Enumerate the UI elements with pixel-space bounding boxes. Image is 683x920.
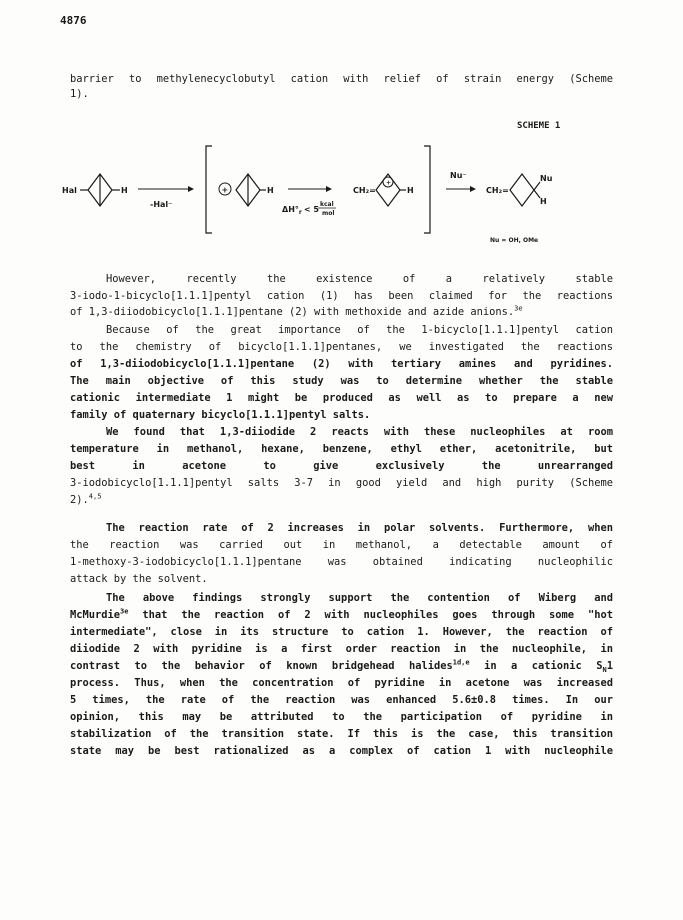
- text-line: of 1,3-diiodobicyclo[1.1.1]pentane (2) with methoxide and azide anions.$^{3e}$: [70, 304, 523, 318]
- arrowhead: [326, 186, 332, 192]
- text-line: 3-iodobicyclo[1.1.1]pentyl salts 3-7 in good yield and high purity (Scheme: [70, 477, 613, 489]
- text-line: cationic intermediate 1 might be produced as well as to prepare a new: [70, 392, 613, 404]
- text-line: process. Thus, when the concentration of pyridine in acetone was increased: [70, 677, 613, 689]
- text-line: the reaction was carried out in methanol, a detectable amount of: [70, 539, 613, 551]
- arrowhead: [188, 186, 194, 192]
- text-line: The main objective of this study was to determine whether the stable: [70, 375, 613, 387]
- reactant-hal-label: Hal: [62, 186, 77, 195]
- text-line: of 1,3-diiodobicyclo[1.1.1]pentane (2) with tertiary amines and pyridines.: [70, 358, 613, 370]
- text-line: diiodide 2 with pyridine is a first order reaction in the nucleophile, in: [70, 643, 613, 655]
- text-line: We found that 1,3-diiodide 2 reacts with these nucleophiles at room: [106, 426, 613, 438]
- product-nu-label: Nu: [540, 174, 553, 183]
- text-line: barrier to methylenecyclobutyl cation with relief of strain energy (Scheme: [70, 73, 613, 85]
- scheme-1-diagram: [0, 140, 683, 255]
- text-line: attack by the solvent.: [70, 573, 208, 585]
- cation-h-label: H: [267, 186, 274, 195]
- h-right-label: H: [407, 186, 414, 195]
- left-bracket: [206, 146, 212, 233]
- text-line: state may be best rationalized as a complex of cation 1 with nucleophile: [70, 745, 613, 757]
- text-line: The reaction rate of 2 increases in polar solvents. Furthermore, when: [106, 522, 613, 534]
- text-line: intermediate", close in its structure to cation 1. However, the reaction of: [70, 626, 613, 638]
- plus-sign: +: [221, 185, 229, 195]
- nu-definition: Nu = OH, OMe: [490, 237, 539, 244]
- text-line: However, recently the existence of a relatively stable: [106, 273, 613, 285]
- text-line: Because of the great importance of the 1-bicyclo[1.1.1]pentyl cation: [106, 324, 613, 336]
- text-line: 1-methoxy-3-iodobicyclo[1.1.1]pentane was obtained indicating nucleophilic: [70, 556, 613, 568]
- nucleophile-label: Nu⁻: [450, 171, 467, 180]
- product-ch2-label: CH₂=: [486, 186, 509, 195]
- right-bracket: [424, 146, 430, 233]
- cation-bicyclopentane: [236, 174, 266, 206]
- product-ring: [510, 174, 540, 206]
- text-line: 2).$^{4,5}$: [70, 492, 102, 506]
- text-line: temperature in methanol, hexane, benzene, ethyl ether, acetonitrile, but: [70, 443, 613, 455]
- text-line: contrast to the behavior of known bridgehead halides$^{1d,e}$ in a cationic $S_N1$: [70, 658, 614, 675]
- mol-label: mol: [322, 210, 335, 217]
- scheme-label: SCHEME 1: [517, 121, 561, 131]
- plus-sign: +: [386, 179, 392, 187]
- step1-label: -Hal⁻: [150, 200, 173, 209]
- reactant-bicyclopentane: [80, 174, 120, 206]
- text-line: opinion, this may be attributed to the participation of pyridine in: [70, 711, 613, 723]
- text-line: McMurdie$^{3e}$ that the reaction of 2 with nucleophiles goes through some "hot: [70, 607, 613, 621]
- ch2-label: CH₂=: [353, 186, 376, 195]
- text-line: 1).: [70, 88, 89, 100]
- text-line: 5 times, the rate of the reaction was enhanced 5.6±0.8 times. In our: [70, 694, 613, 706]
- text-line: stabilization of the transition state. If this is the case, this transition: [70, 728, 613, 740]
- text-line: The above findings strongly support the contention of Wiberg and: [106, 592, 613, 604]
- page-number: 4876: [60, 14, 87, 27]
- product-h-label: H: [540, 197, 547, 206]
- text-line: family of quaternary bicyclo[1.1.1]pentyl salts.: [70, 409, 371, 421]
- delta-h-label: $\Delta H^\circ_r < 5$: [282, 205, 319, 216]
- text-line: best in acetone to give exclusively the unrearranged: [70, 460, 613, 472]
- text-line: 3-iodo-1-bicyclo[1.1.1]pentyl cation (1) has been claimed for the reactions: [70, 290, 613, 302]
- arrowhead: [470, 186, 476, 192]
- kcal-label: kcal: [320, 201, 334, 208]
- text-line: to the chemistry of bicyclo[1.1.1]pentanes, we investigated the reactions: [70, 341, 613, 353]
- reactant-h-label: H: [121, 186, 128, 195]
